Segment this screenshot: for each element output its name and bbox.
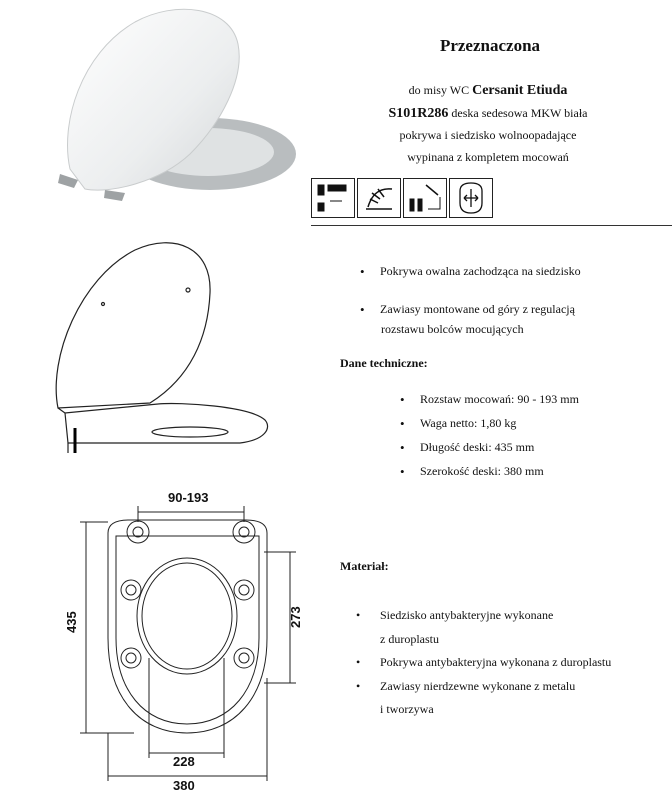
dim-hinge-spacing: 90-193 — [168, 490, 209, 505]
quick-release-icon — [449, 178, 493, 218]
intro-product-code: S101R286 — [388, 106, 449, 121]
feature-continuation: rozstawu bolców mocujących — [381, 322, 524, 336]
list-item-continuation: z duroplastu — [380, 631, 439, 646]
list-item: • Siedzisko antybakteryjne wykonane — [356, 608, 554, 622]
dimension-drawing — [64, 488, 314, 793]
technical-title: Dane techniczne: — [340, 356, 428, 370]
list-item: • Pokrywa antybakteryjna wykonana z duroplastu — [356, 655, 612, 669]
feature-icons — [311, 178, 493, 218]
intro-product-desc: deska sedesowa MKW biała — [451, 106, 588, 120]
soft-close-icon — [357, 178, 401, 218]
material-title: Materiał: — [340, 559, 389, 573]
intro-product-model: Cersanit Etiuda — [472, 83, 568, 98]
intro-line-1 — [318, 79, 658, 102]
product-photo — [40, 4, 300, 209]
section-divider — [311, 225, 672, 226]
dim-length: 435 — [64, 611, 79, 633]
page-title: Przeznaczona — [439, 36, 541, 55]
list-item: • Szerokość deski: 380 mm — [398, 462, 658, 481]
side-view-drawing — [40, 238, 280, 458]
hinge-mount-icon — [311, 178, 355, 218]
list-item: • Waga netto: 1,80 kg — [398, 414, 658, 433]
dim-width: 380 — [173, 778, 195, 793]
material-list — [356, 604, 666, 722]
list-item: • Zawiasy nierdzewne wykonane z metalu — [356, 678, 576, 693]
list-item: • Długość deski: 435 mm — [398, 438, 658, 457]
list-item: • Zawiasy montowane od góry z regulacją — [358, 300, 658, 319]
technical-list — [398, 390, 658, 481]
dim-inner-length: 273 — [288, 606, 303, 628]
top-fix-icon — [403, 178, 447, 218]
list-item: • Rozstaw mocowań: 90 - 193 mm — [398, 390, 658, 409]
intro-line-4: wypinana z kompletem mocowań — [407, 150, 569, 164]
list-item: • Pokrywa owalna zachodząca na siedzisko — [358, 262, 658, 281]
dim-inner-width: 228 — [173, 754, 195, 769]
list-item-continuation: i tworzywa — [380, 702, 434, 716]
intro-line-2 — [318, 102, 658, 125]
feature-list-2 — [358, 300, 658, 319]
intro-prefix: do misy WC — [408, 83, 470, 97]
feature-list — [358, 262, 658, 281]
intro-line-3: pokrywa i siedzisko wolnoopadające — [399, 128, 577, 142]
